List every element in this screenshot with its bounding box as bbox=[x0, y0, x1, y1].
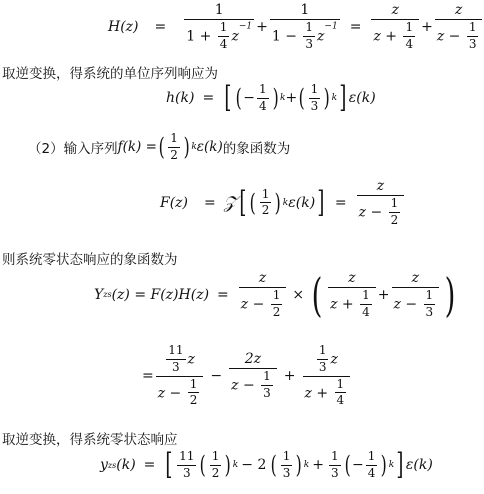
plus-sign: + bbox=[256, 18, 268, 35]
equation-h-of-k: h(k) = [ ( − $\frac{1}{4}$ ) k + ( $\frac{1}{3}$ ) k ] ε(k) bbox=[166, 80, 376, 116]
eq1-fraction-2: 1 1 − $\frac{1}{3}$ $z^{-1}$ bbox=[271, 2, 338, 51]
equals-sign: = bbox=[349, 18, 362, 35]
equation-yzs-of-k: y zs (k) = [ $\frac{11}{3}$ ( $\frac{1}{2}$ ) k − 2 ( $\frac{1}{3}$ ) k + $\frac{1}{3}$ ( − $\frac{1}{4}$ ) k ] ε(k) bbox=[100, 447, 433, 483]
eq1-fraction-1: 1 1 + $\frac{1}{4}$ $z^{-1}$ bbox=[186, 2, 253, 51]
text-input-sequence: （2）输入序列 f(k) = ( $\frac{1}{2}$ ) k ε(k) 的象函数为 bbox=[28, 131, 291, 162]
eq1-fraction-4: z z − $\frac{1}{3}$ bbox=[435, 2, 483, 52]
eq1-fraction-3: z z + $\frac{1}{4}$ bbox=[371, 2, 419, 52]
plus-sign: + bbox=[421, 18, 433, 35]
equation-partial-fractions: = $\frac{11}{3}$ z z − $\frac{1}{2}$ − 2z z − $\frac{1}{3}$ + $\frac{1}{3}$ z z + $\frac{1}{4}$ bbox=[142, 344, 352, 408]
equation-F-of-z: F(z) = 𝒵 [ ( $\frac{1}{2}$ ) k ε(k) ] = z z − $\frac{1}{2}$ bbox=[160, 178, 406, 228]
text-zero-state-transform: 则系统零状态响应的象函数为 bbox=[2, 252, 178, 268]
equation-H-of-z bbox=[108, 2, 484, 52]
text-inverse-transform-unit-response: 取逆变换，得系统的单位序列响应为 bbox=[2, 66, 218, 82]
equals-sign: = bbox=[154, 18, 167, 35]
text-inverse-transform-zero-state: 取逆变换，得系统零状态响应 bbox=[2, 432, 178, 448]
equation-Yzs-of-z: Y zs (z) = F(z)H(z) = z z − $\frac{1}{2}$ × ( z z + $\frac{1}{4}$ + z z − $\frac{1}{3}$ ) bbox=[94, 267, 456, 322]
eq1-lhs: H(z) bbox=[108, 18, 139, 35]
